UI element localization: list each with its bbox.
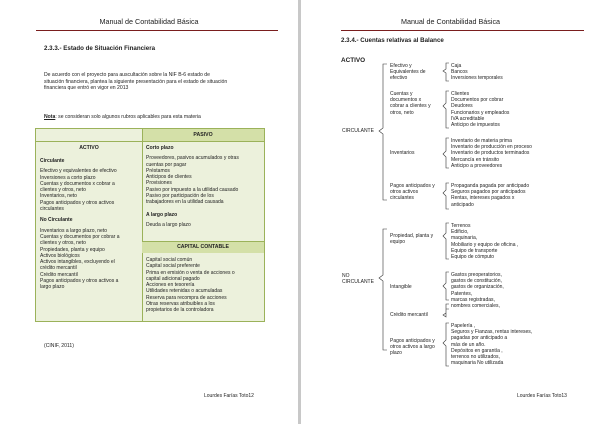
- column-divider: [142, 129, 143, 321]
- activo-item: Pagos anticipados y otros activos a: [40, 278, 119, 285]
- activo-item: clientes y otros, neto: [40, 240, 86, 247]
- account-item: Depósitos en garantía ,: [451, 347, 503, 354]
- account-item: Propaganda pagada por anticipado: [451, 183, 530, 189]
- corto-plazo-title: Corto plazo: [146, 145, 174, 151]
- no-circulante-title: No Circulante: [40, 217, 73, 224]
- activo-item: Propiedades, planta y equipo: [40, 246, 105, 253]
- activo-item: circulantes: [40, 206, 64, 213]
- account-item: Equipo de cómputo: [451, 254, 495, 261]
- pasivo-item: Anticipos de clientes: [146, 174, 192, 181]
- account-item: gastos de constitución,: [451, 278, 502, 285]
- activo-item: Crédito mercantil: [40, 271, 78, 278]
- group-label-line: Pagos anticipados y: [390, 183, 435, 189]
- activo-column: [40, 158, 140, 291]
- activo-item: Activos intangibles, excluyendo el: [40, 259, 115, 266]
- page-header: Manual de Contabilidad Básica: [400, 17, 501, 26]
- activo-item: crédito mercantil: [40, 265, 77, 272]
- pasivo-column: [146, 145, 262, 228]
- intro-line: De acuerdo con el proyecto para auscultación sobre la NIF B-6 estado de: [44, 72, 210, 78]
- account-item: Inventario de materia prima: [451, 138, 512, 144]
- page-header: Manual de Contabilidad Básica: [99, 17, 199, 26]
- account-item: Inventario de productos terminados: [451, 150, 530, 157]
- brace-lines: [301, 0, 600, 424]
- pasivo-item: Préstamos: [146, 167, 170, 174]
- account-item: Papelería ,: [451, 323, 476, 329]
- account-item: Seguros pagados por anticipados: [451, 189, 526, 196]
- intro-paragraph: [44, 72, 227, 92]
- pasivo-item: cuentas por pagar: [146, 161, 187, 168]
- pasivo-item: Deuda a largo plazo: [146, 221, 191, 228]
- brace-cuentas: [443, 91, 449, 128]
- brace-pagos-anticipados: [443, 183, 449, 209]
- group-label-line: Equivalentes de: [390, 69, 426, 76]
- intro-line: situación financiera, plantea la siguiente presentación para el estado de situación: [44, 78, 228, 85]
- capital-item: Reserva para recompra de acciones: [146, 294, 227, 301]
- intro-line: financiera que entró en vigor en 2013: [44, 85, 129, 92]
- note-text: : se consideran solo algunos rubros aplicables para esta materia: [55, 114, 201, 120]
- account-item: anticipado: [451, 201, 474, 208]
- page-footer: Lourdes Farías Toto13: [517, 393, 567, 399]
- account-item: Bancos: [451, 69, 468, 76]
- activo-item: Cuentas y documentos x cobrar a: [40, 180, 115, 187]
- no-circulante-label-line: NO: [342, 273, 350, 279]
- group-label-line: Efectivo y: [390, 63, 412, 69]
- account-item: nombres comerciales,: [451, 303, 500, 309]
- account-item: Inversiones temporales: [451, 75, 503, 82]
- capital-item: propietarios de la controladora: [146, 307, 214, 314]
- account-item: Clientes: [451, 91, 470, 97]
- group-label-line: otros activos a largo: [390, 344, 435, 351]
- capital-item: Acciones en tesorería: [146, 282, 195, 289]
- circulante-title: Circulante: [40, 158, 65, 164]
- account-item: Anticipo a proveedores: [451, 162, 503, 169]
- group-label-line: Intangible: [390, 284, 412, 290]
- account-item: gastos de organización,: [451, 284, 504, 291]
- group-label-line: documentos x: [390, 97, 422, 104]
- section-title: 2.3.3.- Estado de Situación Financiera: [44, 45, 156, 52]
- brace-pagos-lp: [443, 323, 449, 366]
- note-label: Nota: [44, 114, 56, 120]
- account-item: Patentes,: [451, 290, 473, 297]
- account-item: IVA acreditable: [451, 115, 485, 122]
- pasivo-item: Pasivo por participación de los: [146, 193, 214, 200]
- account-item: Equipo de transporte: [451, 247, 498, 254]
- circulante-label: CIRCULANTE: [342, 128, 374, 134]
- header-rule: [36, 30, 278, 31]
- group-label-line: otros, neto: [390, 109, 414, 116]
- account-item: Seguros y Fianzas, rentas intereses,: [451, 329, 533, 336]
- activo-item: Pagos anticipados y otros activos: [40, 199, 115, 206]
- account-item: Funcionarios y empleados: [451, 109, 510, 116]
- activo-title: ACTIVO: [79, 145, 99, 151]
- capital-item: capital adicional pagado: [146, 275, 200, 282]
- right-page: [301, 0, 600, 424]
- account-item: terrenos no utilizados,: [451, 354, 500, 361]
- group-label-line: Pagos anticipados y: [390, 338, 435, 344]
- capital-item: Prima en emisión o venta de acciones o: [146, 269, 235, 276]
- section-title: 2.3.4.- Cuentas relativas al Balance: [341, 37, 444, 44]
- group-label-line: cobrar a clientes y: [390, 103, 431, 110]
- pasivo-item: Proveedores, pasivos acumulados y otras: [146, 155, 239, 162]
- account-item: Terrenos: [451, 223, 471, 229]
- capital-title: CAPITAL CONTABLE: [177, 244, 229, 250]
- pasivo-item: trabajadores en la utilidad causada: [146, 199, 224, 206]
- activo-item: Inventarios a largo plazo, neto: [40, 227, 107, 234]
- activo-item: Cuentas y documentos por cobrar a: [40, 233, 120, 240]
- brace-propiedad: [443, 223, 449, 259]
- account-item: Mobiliario y equipo de oficina ,: [451, 241, 519, 248]
- activo-item: Efectivo y equivalentes de efectivo: [40, 168, 117, 175]
- activo-heading: ACTIVO: [341, 57, 366, 64]
- group-label-line: Cuentas y: [390, 91, 413, 97]
- group-label-line: otros activos: [390, 189, 419, 196]
- capital-item: Capital social preferente: [146, 263, 200, 270]
- row-divider: [36, 141, 264, 142]
- largo-plazo-title: A largo plazo: [146, 211, 178, 218]
- group-label-line: efectivo: [390, 75, 408, 82]
- account-item: Inventario de producción en proceso: [451, 144, 532, 151]
- activo-item: Inventarios, neto: [40, 193, 77, 200]
- account-item: Gastos preoperatorios,: [451, 272, 502, 278]
- account-item: Edificio,: [451, 229, 469, 236]
- activo-item: Activos biológicos: [40, 252, 80, 259]
- account-item: Anticipo de impuestos: [451, 122, 500, 129]
- group-label-line: Inventarios: [390, 150, 415, 156]
- account-item: maquinaria No utilizada: [451, 360, 504, 367]
- activo-item: largo plazo: [40, 284, 65, 291]
- account-item: Mercancía en tránsito: [451, 156, 500, 163]
- group-label-line: equipo: [390, 239, 406, 246]
- group-label-line: Propiedad, planta y: [390, 233, 434, 239]
- brace-inventarios: [443, 138, 449, 168]
- capital-item: Otras reservas atribuibles a los: [146, 301, 215, 308]
- pasivo-item: Pasivo por impuesto a la utilidad causado: [146, 186, 239, 193]
- no-circulante-label-line: CIRCULANTE: [342, 279, 374, 286]
- account-item: maquinaria,: [451, 235, 478, 242]
- citation: (CINIF, 2011): [44, 343, 74, 349]
- page-footer: Lourdes Farías Toto12: [204, 393, 254, 399]
- account-item: marcas registradas,: [451, 296, 495, 303]
- brace-efectivo: [443, 63, 449, 81]
- activo-item: Inversiones a corto plazo: [40, 174, 96, 181]
- note: [44, 114, 201, 121]
- account-item: Rentas, intereses pagados x: [451, 195, 515, 202]
- brace-credito-mercantil: [443, 304, 449, 317]
- brace-no-circulante: [379, 229, 387, 350]
- brace-intangible: [443, 272, 449, 300]
- row-divider: [142, 241, 264, 242]
- capital-item: Capital social común: [146, 257, 193, 263]
- account-item: más de un año.: [451, 341, 486, 348]
- account-item: Caja: [451, 63, 462, 69]
- activo-item: clientes y otros, neto: [40, 187, 86, 194]
- left-page: [0, 0, 298, 424]
- capital-item: Utilidades retenidas o acumuladas: [146, 288, 223, 295]
- brace-circulante: [379, 64, 387, 200]
- capital-column: [146, 257, 262, 314]
- group-label-line: plazo: [390, 350, 402, 357]
- group-label-line: Crédito mercantil: [390, 312, 428, 318]
- balance-table: [35, 128, 265, 322]
- group-label-line: circulantes: [390, 195, 414, 202]
- account-item: Deudores: [451, 103, 473, 110]
- pasivo-title: PASIVO: [193, 132, 213, 138]
- pasivo-item: Provisiones: [146, 180, 172, 187]
- account-item: Documentos por cobrar: [451, 97, 504, 104]
- account-item: pagadas por anticipado a: [451, 335, 508, 342]
